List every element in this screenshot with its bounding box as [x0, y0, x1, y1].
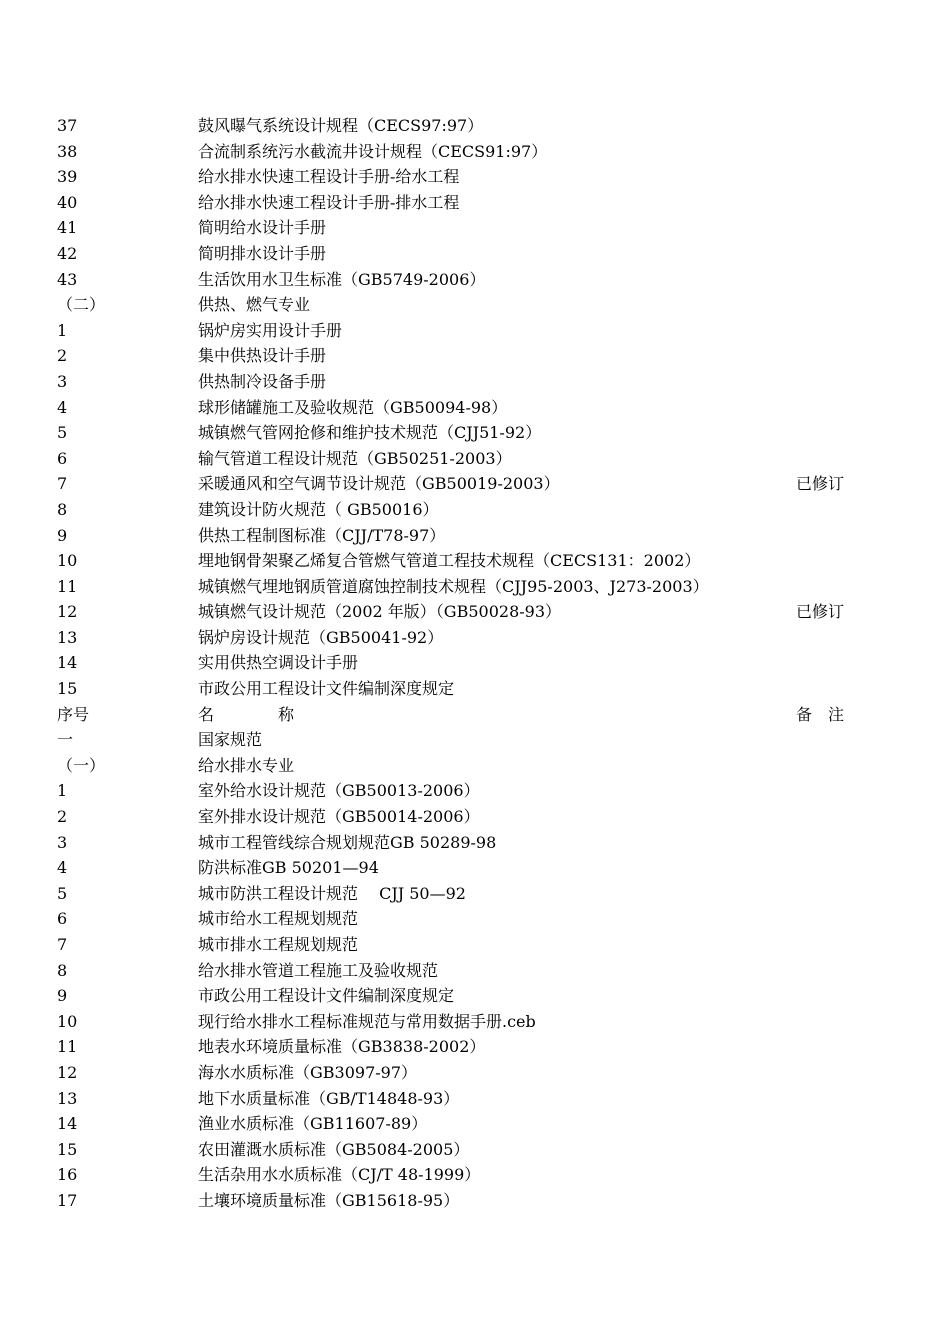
list-row: [0, 523, 950, 549]
list-row: [0, 215, 950, 241]
list-row: [0, 804, 950, 830]
row-number: 6: [57, 909, 68, 929]
list-row: [0, 241, 950, 267]
table-header-row: [0, 702, 950, 728]
list-row: [0, 676, 950, 702]
row-title: 市政公用工程设计文件编制深度规定: [198, 986, 455, 1006]
list-row: [0, 983, 950, 1009]
header-remark: 备 注: [796, 704, 845, 724]
row-title: 防洪标准GB 50201—94: [198, 858, 379, 878]
row-title: 合流制系统污水截流井设计规程（CECS91:97）: [198, 141, 548, 161]
list-row: [0, 855, 950, 881]
row-number: 8: [57, 499, 68, 519]
section-heading-row: [0, 727, 950, 753]
row-number: 41: [57, 218, 78, 238]
row-number: 40: [57, 192, 78, 212]
row-number: 12: [57, 602, 78, 622]
row-title: 室外给水设计规范（GB50013-2006）: [198, 781, 480, 801]
list-row: [0, 574, 950, 600]
row-title: 建筑设计防火规范（ GB50016）: [198, 499, 439, 519]
row-number: 10: [57, 551, 78, 571]
list-row: [0, 778, 950, 804]
row-number: 1: [57, 781, 68, 801]
list-row: [0, 1034, 950, 1060]
list-row: [0, 343, 950, 369]
list-row: [0, 1086, 950, 1112]
row-number: 11: [57, 1037, 78, 1057]
list-row: [0, 267, 950, 293]
section-number: （一）: [57, 755, 106, 775]
row-title: 生活杂用水水质标准（CJ/T 48-1999）: [198, 1165, 481, 1185]
row-number: 1: [57, 320, 68, 340]
row-number: 39: [57, 167, 78, 187]
row-number: 37: [57, 116, 78, 135]
row-number: 5: [57, 883, 68, 903]
section-title: 国家规范: [198, 730, 263, 750]
row-title: 城市工程管线综合规划规范GB 50289-98: [198, 832, 497, 852]
list-row: [0, 139, 950, 165]
list-row: [0, 1162, 950, 1188]
section-heading-row: [0, 753, 950, 779]
row-title: 室外排水设计规范（GB50014-2006）: [198, 807, 480, 827]
row-number: 14: [57, 1114, 78, 1134]
list-row: [0, 1188, 950, 1214]
row-title: 鼓风曝气系统设计规程（CECS97:97）: [198, 116, 484, 135]
row-title: 生活饮用水卫生标准（GB5749-2006）: [198, 269, 486, 289]
list-row: [0, 164, 950, 190]
row-number: 3: [57, 832, 68, 852]
row-title: 实用供热空调设计手册: [198, 653, 359, 673]
header-number: 序号: [57, 704, 90, 724]
row-number: 8: [57, 960, 68, 980]
list-row: [0, 395, 950, 421]
list-row: [0, 497, 950, 523]
section-number: 一: [57, 730, 74, 750]
row-title: 锅炉房实用设计手册: [198, 320, 343, 340]
row-number: 15: [57, 1139, 78, 1159]
row-title: 城市排水工程规划规范: [198, 935, 359, 954]
row-title: 城市防洪工程设计规范 CJJ 50—92: [198, 883, 466, 903]
row-title: 城镇燃气管网抢修和维护技术规范（CJJ51-92）: [198, 423, 542, 443]
row-title: 渔业水质标准（GB11607-89）: [198, 1114, 428, 1134]
row-number: 6: [57, 448, 68, 468]
list-row: [0, 1060, 950, 1086]
list-row: [0, 369, 950, 395]
section-title: 给水排水专业: [198, 755, 295, 775]
list-row: [0, 650, 950, 676]
row-number: 14: [57, 653, 78, 673]
row-number: 42: [57, 243, 78, 263]
row-title: 地表水环境质量标准（GB3838-2002）: [198, 1037, 486, 1057]
list-row: [0, 881, 950, 907]
row-title: 现行给水排水工程标准规范与常用数据手册.ceb: [198, 1011, 536, 1031]
row-title: 供热工程制图标准（CJJ/T78-97）: [198, 525, 446, 545]
row-title: 给水排水管道工程施工及验收规范: [198, 960, 439, 980]
list-row: [0, 1111, 950, 1137]
list-row: [0, 190, 950, 216]
list-row: [0, 420, 950, 446]
section-heading-row: [0, 292, 950, 318]
list-row: [0, 548, 950, 574]
row-number: 16: [57, 1165, 78, 1185]
row-title: 给水排水快速工程设计手册-排水工程: [198, 192, 460, 212]
row-title: 输气管道工程设计规范（GB50251-2003）: [198, 448, 512, 468]
row-title: 城市给水工程规划规范: [198, 909, 359, 929]
row-number: 12: [57, 1062, 78, 1082]
row-number: 43: [57, 269, 78, 289]
row-title: 简明给水设计手册: [198, 218, 327, 238]
row-number: 17: [57, 1190, 78, 1210]
row-number: 4: [57, 858, 68, 878]
row-number: 9: [57, 525, 68, 545]
row-number: 5: [57, 423, 68, 443]
row-number: 13: [57, 627, 78, 647]
row-number: 4: [57, 397, 68, 417]
row-title: 采暖通风和空气调节设计规范（GB50019-2003）: [198, 474, 560, 494]
list-row: [0, 113, 950, 139]
standards-list: [0, 113, 950, 1214]
row-title: 供热制冷设备手册: [198, 371, 327, 391]
row-title: 简明排水设计手册: [198, 243, 327, 263]
row-title: 给水排水快速工程设计手册-给水工程: [198, 167, 460, 187]
section-title: 供热、燃气专业: [198, 295, 311, 315]
row-title: 海水水质标准（GB3097-97）: [198, 1062, 418, 1082]
row-title: 市政公用工程设计文件编制深度规定: [198, 679, 455, 699]
row-title: 土壤环境质量标准（GB15618-95）: [198, 1190, 460, 1210]
row-title: 城镇燃气埋地钢质管道腐蚀控制技术规程（CJJ95-2003、J273-2003）: [198, 576, 709, 596]
list-row: [0, 599, 950, 625]
list-row: [0, 906, 950, 932]
revised-remark: 已修订: [796, 474, 845, 494]
list-row: [0, 446, 950, 472]
list-row: [0, 1137, 950, 1163]
row-number: 2: [57, 346, 68, 366]
row-title: 集中供热设计手册: [198, 346, 327, 366]
row-number: 11: [57, 576, 78, 596]
list-row: [0, 471, 950, 497]
row-title: 农田灌溉水质标准（GB5084-2005）: [198, 1139, 470, 1159]
row-number: 13: [57, 1088, 78, 1108]
list-row: [0, 932, 950, 958]
row-number: 7: [57, 474, 68, 494]
row-number: 3: [57, 371, 68, 391]
list-row: [0, 830, 950, 856]
header-name: 名 称: [198, 704, 295, 724]
revised-remark: 已修订: [796, 602, 845, 622]
list-row: [0, 318, 950, 344]
list-row: [0, 1009, 950, 1035]
row-title: 锅炉房设计规范（GB50041-92）: [198, 627, 444, 647]
row-number: 38: [57, 141, 78, 161]
list-row: [0, 625, 950, 651]
row-title: 地下水质量标准（GB/T14848-93）: [198, 1088, 460, 1108]
row-number: 10: [57, 1011, 78, 1031]
row-number: 9: [57, 986, 68, 1006]
row-title: 球形储罐施工及验收规范（GB50094-98）: [198, 397, 508, 417]
row-number: 15: [57, 679, 78, 699]
row-title: 埋地钢骨架聚乙烯复合管燃气管道工程技术规程（CECS131：2002）: [198, 551, 701, 571]
row-number: 7: [57, 935, 68, 954]
row-title: 城镇燃气设计规范（2002 年版）（GB50028-93）: [198, 602, 562, 622]
section-number: （二）: [57, 295, 106, 315]
row-number: 2: [57, 807, 68, 827]
list-row: [0, 958, 950, 984]
